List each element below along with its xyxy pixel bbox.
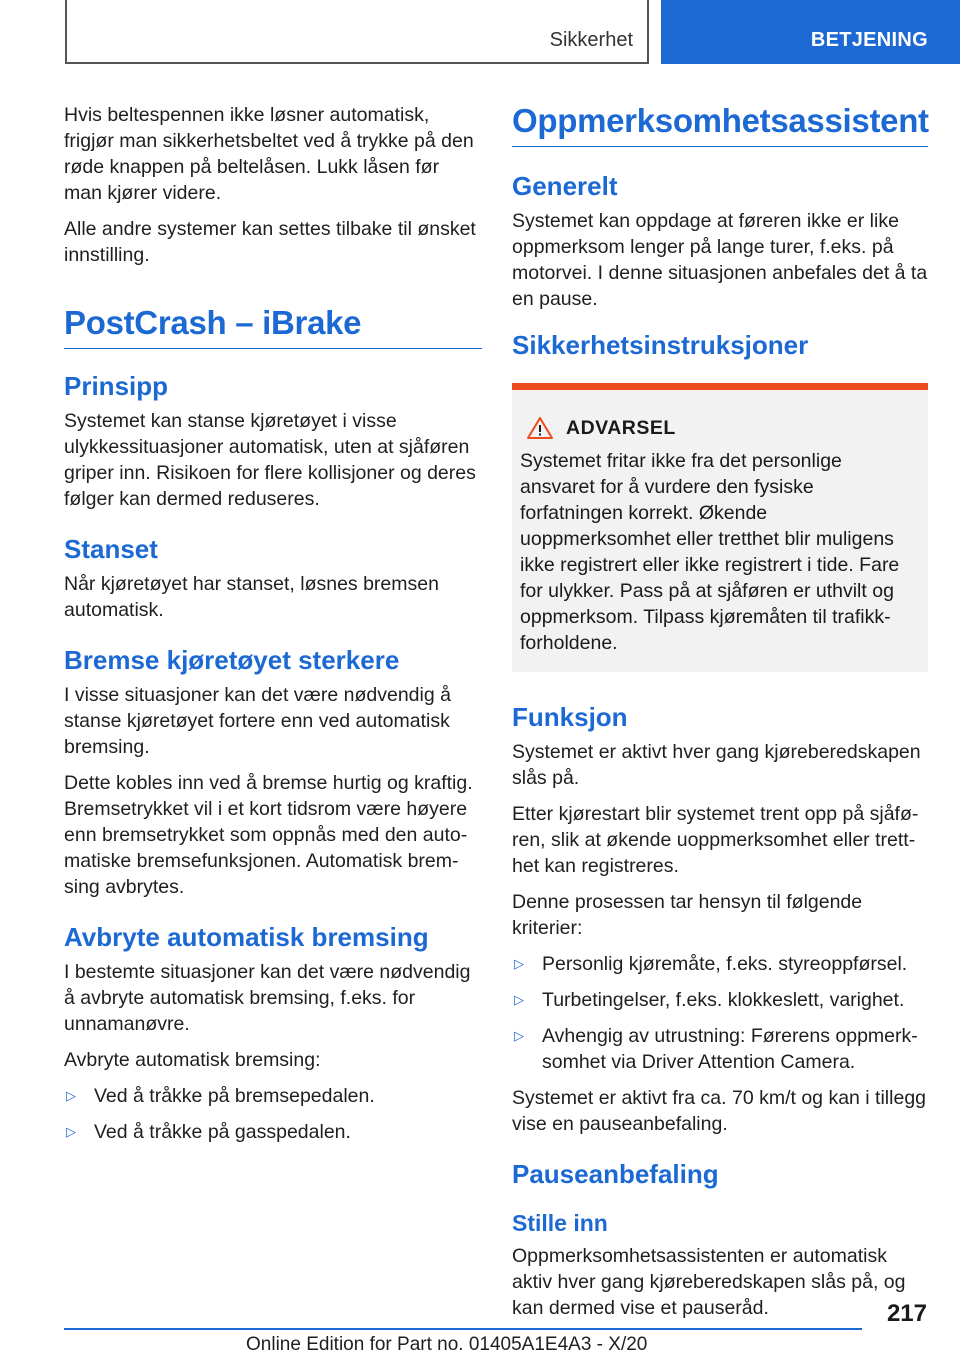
warning-label: ADVARSEL bbox=[566, 416, 676, 439]
footer-divider bbox=[64, 1328, 862, 1330]
postcrash-title: PostCrash – iBrake bbox=[64, 304, 482, 349]
warning-box bbox=[512, 383, 928, 672]
bremse-paragraph-2: Dette kobles inn ved å bremse hurtig og kraftig. Bremsetrykket vil i et kort tidsrom være høyere enn bremsetrykket som oppnås med den automatiske bremsefunksjonen. Automatisk bremsing avbrytes. bbox=[64, 772, 473, 898]
list-item-text: Avhengig av utrustning: Førerens oppmerksomhet via Driver Attention Camera. bbox=[542, 1025, 918, 1073]
avbryte-heading: Avbryte automatisk bremsing bbox=[64, 922, 429, 952]
list-item bbox=[64, 1119, 482, 1145]
header-section-box bbox=[65, 0, 649, 64]
funksjon-paragraph-4: Systemet er aktivt fra ca. 70 km/t og kan i tillegg vise en pauseanbefaling. bbox=[512, 1087, 927, 1135]
intro-paragraph-1: Hvis beltespennen ikke løsner automatisk, frigjør man sikkerhetsbeltet ved å trykke på den røde knappen på beltelåsen. Lukk låsen før man kjører videre. bbox=[64, 104, 474, 204]
list-item-text: Ved å tråkke på bremsepedalen. bbox=[94, 1085, 375, 1107]
list-item bbox=[512, 1023, 928, 1075]
warning-triangle-icon bbox=[526, 416, 554, 440]
right-column bbox=[512, 102, 928, 1331]
prinsipp-heading: Prinsipp bbox=[64, 371, 169, 401]
funksjon-paragraph-3: Denne prosessen tar hensyn til følgende kriterier: bbox=[512, 891, 863, 939]
list-item-text: Ved å tråkke på gasspedalen. bbox=[94, 1121, 351, 1143]
generelt-heading: Generelt bbox=[512, 171, 618, 201]
warning-header bbox=[520, 416, 920, 440]
list-item bbox=[512, 987, 928, 1013]
stille-heading: Stille inn bbox=[512, 1210, 608, 1236]
list-item bbox=[64, 1083, 482, 1109]
bremse-paragraph-1: I visse situasjoner kan det være nødvendig å stanse kjøretøyet fortere enn ved automatisk bremsing. bbox=[64, 684, 451, 758]
oppmerksomhet-title: Oppmerksomhetsassistent bbox=[512, 102, 928, 147]
funksjon-paragraph-2: Etter kjørestart blir systemet trent opp på sjåføren, slik at økende uoppmerksomhet eller tretthet kan registreres. bbox=[512, 803, 919, 877]
header-chapter-tab[interactable] bbox=[661, 0, 960, 64]
funksjon-heading: Funksjon bbox=[512, 702, 628, 732]
avbryte-paragraph-2: Avbryte automatisk bremsing: bbox=[64, 1049, 321, 1071]
stanset-text: Når kjøretøyet har stanset, løsnes bremsen automatisk. bbox=[64, 573, 439, 621]
list-item-text: Personlig kjøremåte, f.eks. styreoppførsel. bbox=[542, 953, 908, 975]
page-number: 217 bbox=[886, 1300, 927, 1327]
warning-text: Systemet fritar ikke fra det personlige ansvaret for å vurdere den fysiske forfatningen korrekt. Økende uoppmerksomhet eller tretthet blir muligens ikke registrert eller ikke registrert i tide. Fare for ulykker. Pass på at sjåføren er uthvilt og oppmerksom. Tilpass kjøremåten til trafikkforholdene. bbox=[520, 450, 900, 654]
bullet-triangle-icon: ▷ bbox=[514, 1028, 524, 1043]
avbryte-paragraph-1: I bestemte situasjoner kan det være nødvendig å avbryte automatisk bremsing, f.eks. for unnamanøvre. bbox=[64, 961, 471, 1035]
avbryte-list bbox=[64, 1083, 482, 1145]
left-column bbox=[64, 102, 482, 1155]
funksjon-list bbox=[512, 951, 928, 1075]
stanset-heading: Stanset bbox=[64, 534, 158, 564]
list-item bbox=[512, 951, 928, 977]
header-chapter-label: BETJENING bbox=[810, 29, 928, 51]
generelt-text: Systemet kan oppdage at føreren ikke er like oppmerksom lenger på lange turer, f.eks. på motorvei. I denne situasjonen anbefales det å ta en pause. bbox=[512, 210, 928, 310]
funksjon-paragraph-1: Systemet er aktivt hver gang kjøreberedskapen slås på. bbox=[512, 741, 921, 789]
intro-paragraph-2: Alle andre systemer kan settes tilbake til ønsket innstilling. bbox=[64, 218, 476, 266]
footer-edition: Online Edition for Part no. 01405A1E4A3 - X/20 bbox=[246, 1334, 648, 1355]
sikkerhet-heading: Sikkerhetsinstruksjoner bbox=[512, 330, 809, 360]
bullet-triangle-icon: ▷ bbox=[514, 956, 524, 971]
bullet-triangle-icon: ▷ bbox=[66, 1124, 76, 1139]
list-item-text: Turbetingelser, f.eks. klokkeslett, varighet. bbox=[542, 989, 905, 1011]
stille-text: Oppmerksomhetsassistenten er automatisk aktiv hver gang kjøreberedskapen slås på, og kan dermed vise et pauseråd. bbox=[512, 1245, 906, 1319]
header-section-label: Sikkerhet bbox=[549, 29, 633, 51]
pause-heading: Pauseanbefaling bbox=[512, 1159, 719, 1189]
prinsipp-text: Systemet kan stanse kjøretøyet i visse ulykkessituasjoner automatisk, uten at sjåføren griper inn. Risikoen for flere kollisjoner og deres følger kan dermed reduseres. bbox=[64, 410, 476, 510]
bremse-heading: Bremse kjøretøyet sterkere bbox=[64, 645, 400, 675]
bullet-triangle-icon: ▷ bbox=[66, 1088, 76, 1103]
bullet-triangle-icon: ▷ bbox=[514, 992, 524, 1007]
